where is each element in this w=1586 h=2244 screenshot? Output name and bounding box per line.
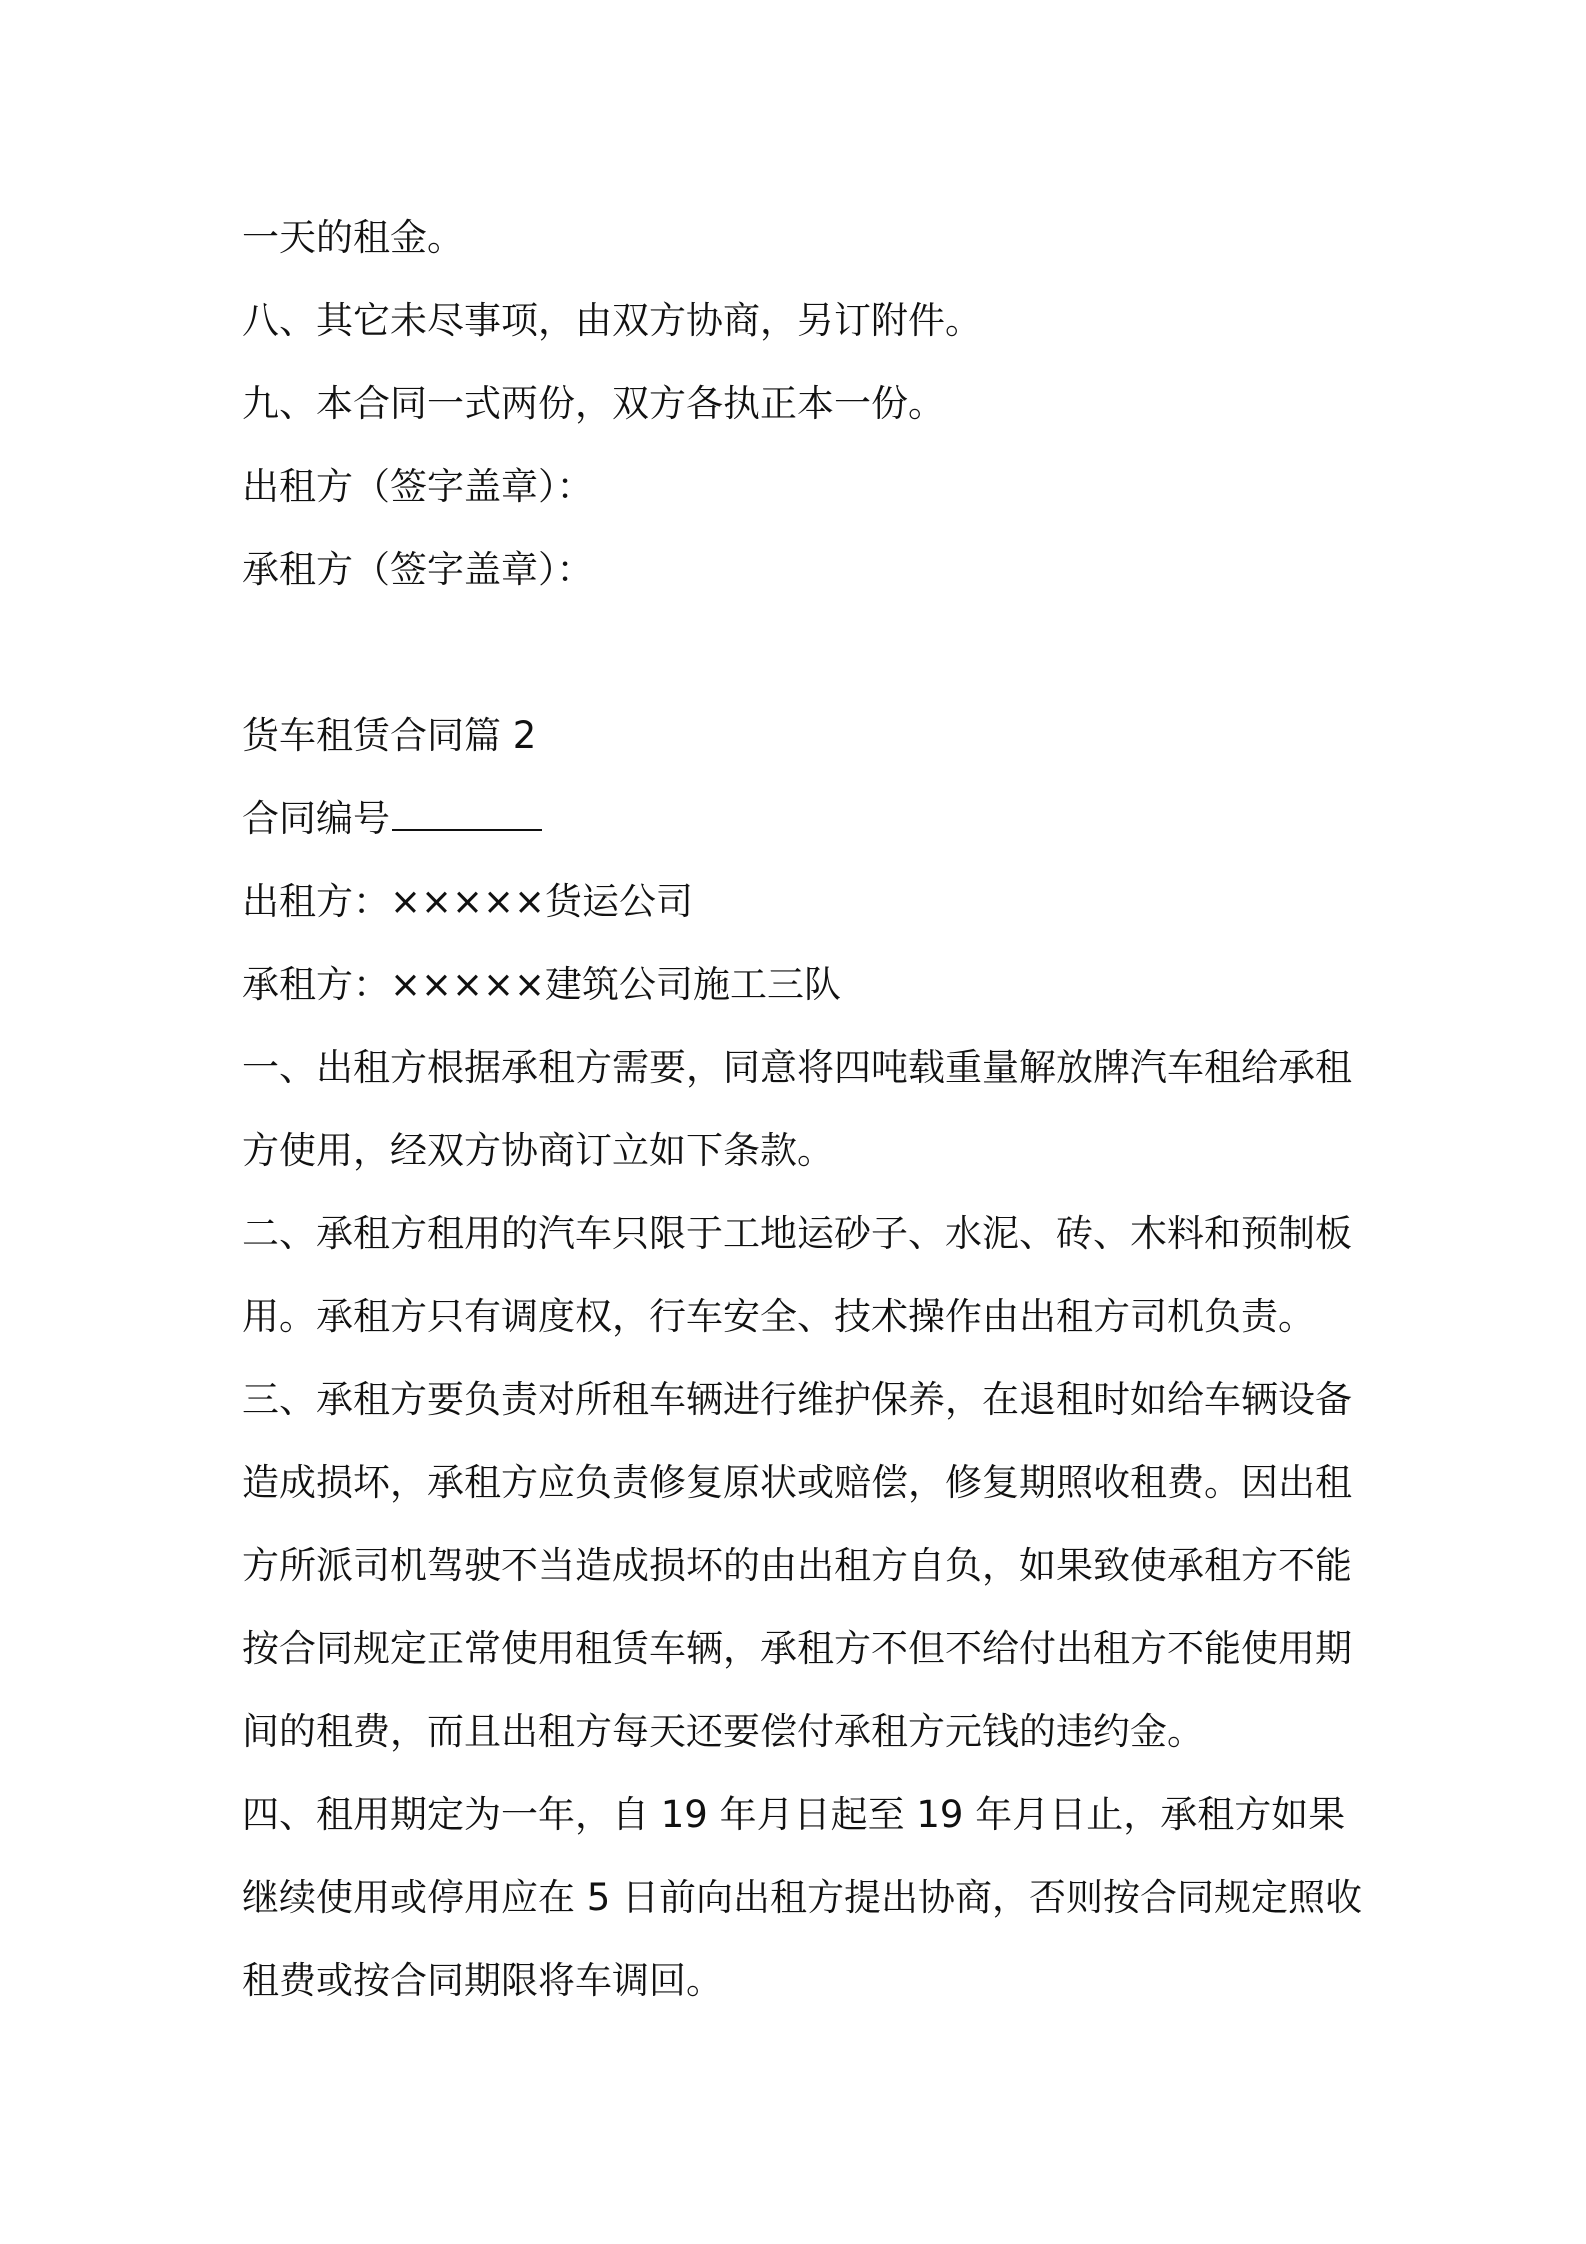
clause-3-line-3: 方所派司机驾驶不当造成损坏的由出租方自负，如果致使承租方不能	[242, 1544, 1352, 1587]
contract-number-label: 合同编号	[242, 797, 390, 840]
document-body	[242, 196, 1362, 2022]
clause-4-line-3: 租费或按合同期限将车调回。	[242, 1959, 723, 2002]
clause-3-line-5: 间的租费，而且出租方每天还要偿付承租方元钱的违约金。	[242, 1710, 1204, 1753]
lessee-signature-line: 承租方（签字盖章）：	[242, 548, 594, 591]
lessor-line: 出租方：×××××货运公司	[242, 880, 694, 923]
lessee-line: 承租方：×××××建筑公司施工三队	[242, 963, 842, 1006]
clause-8: 八、其它未尽事项，由双方协商，另订附件。	[242, 299, 982, 342]
paragraph-line: 一天的租金。	[242, 216, 464, 259]
contract-number-blank	[392, 795, 542, 831]
clause-4-line-2: 继续使用或停用应在 5 日前向出租方提出协商，否则按合同规定照收	[242, 1876, 1363, 1919]
clause-1-line-2: 方使用，经双方协商订立如下条款。	[242, 1129, 834, 1172]
section-spacer	[242, 611, 1362, 694]
clause-3-line-4: 按合同规定正常使用租赁车辆，承租方不但不给付出租方不能使用期	[242, 1627, 1352, 1670]
clause-9: 九、本合同一式两份，双方各执正本一份。	[242, 382, 945, 425]
clause-3-line-1: 三、承租方要负责对所租车辆进行维护保养，在退租时如给车辆设备	[242, 1378, 1352, 1421]
lessor-signature-line: 出租方（签字盖章）：	[242, 465, 594, 508]
contract-number-line	[242, 777, 1362, 860]
clause-2-line-2: 用。承租方只有调度权，行车安全、技术操作由出租方司机负责。	[242, 1295, 1315, 1338]
clause-4-line-1: 四、租用期定为一年，自 19 年月日起至 19 年月日止，承租方如果	[242, 1793, 1346, 1836]
clause-3-line-2: 造成损坏，承租方应负责修复原状或赔偿，修复期照收租费。因出租	[242, 1461, 1352, 1504]
section-title: 货车租赁合同篇 2	[242, 714, 537, 757]
clause-2-line-1: 二、承租方租用的汽车只限于工地运砂子、水泥、砖、木料和预制板	[242, 1212, 1352, 1255]
clause-1-line-1: 一、出租方根据承租方需要，同意将四吨载重量解放牌汽车租给承租	[242, 1046, 1352, 1089]
